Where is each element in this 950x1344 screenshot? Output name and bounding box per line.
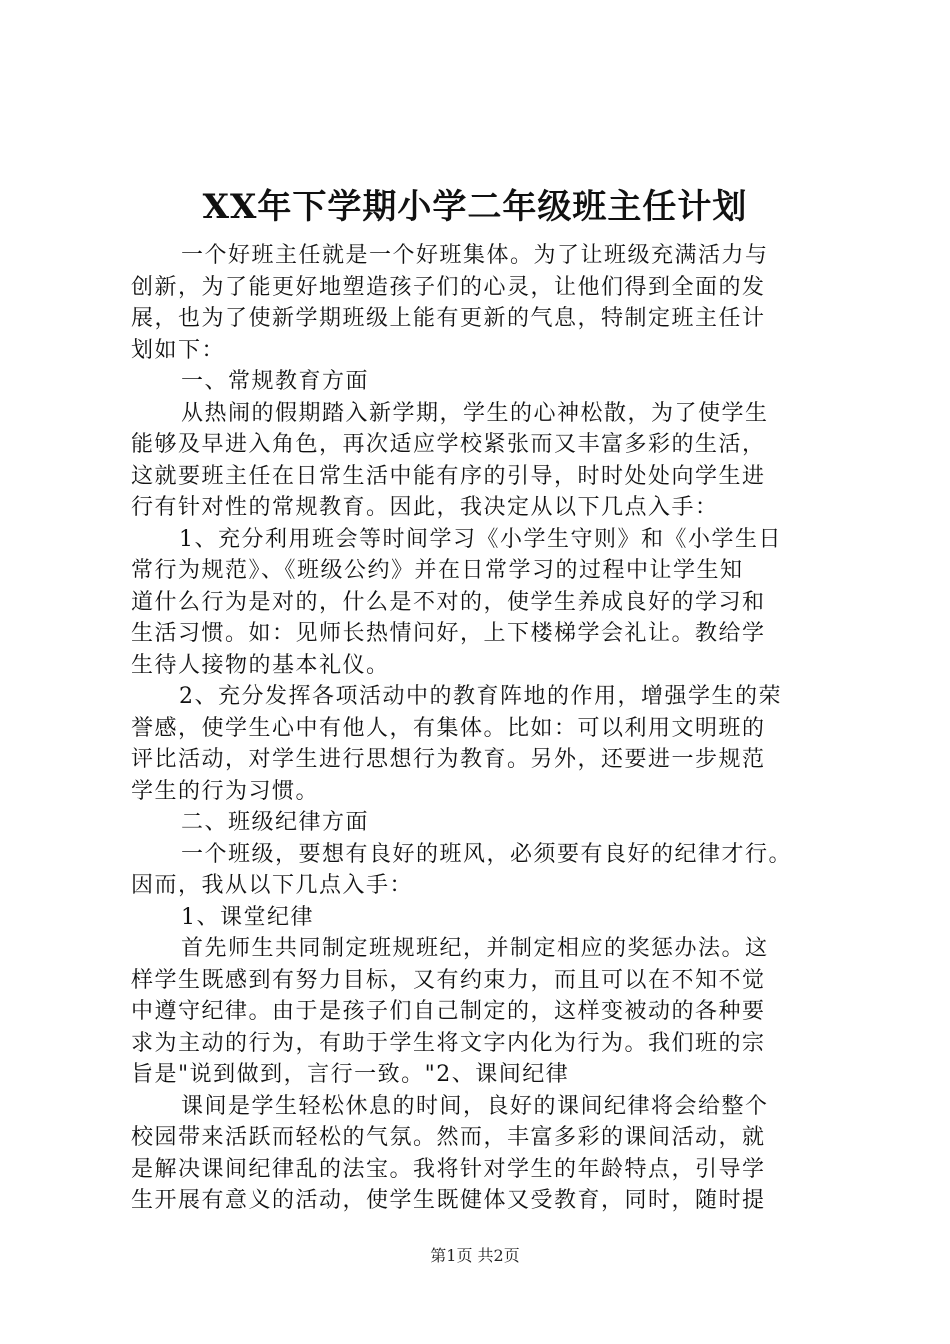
text-line: 常行为规范》、《班级公约》并在日常学习的过程中让学生知 bbox=[131, 558, 744, 583]
section-heading: 二、班级纪律方面 bbox=[181, 810, 370, 835]
text-line: 因而，我从以下几点入手： bbox=[131, 873, 414, 898]
text-line: 首先师生共同制定班规班纪，并制定相应的奖惩办法。这 bbox=[181, 936, 769, 961]
text-line: 能够及早进入角色，再次适应学校紧张而又丰富多彩的生活， bbox=[131, 432, 766, 457]
document-body bbox=[131, 240, 839, 1217]
text-line: 学生的行为习惯。 bbox=[131, 778, 320, 804]
text-line: 评比活动，对学生进行思想行为教育。另外，还要进一步规范 bbox=[131, 747, 766, 772]
text-line: 1、充分利用班会等时间学习《小学生守则》和《小学生日 bbox=[179, 526, 782, 552]
text-line: 中遵守纪律。由于是孩子们自己制定的，这样变被动的各种要 bbox=[131, 999, 766, 1024]
document-title: XX年下学期小学二年级班主任计划 bbox=[202, 187, 748, 227]
text-line: 划如下： bbox=[131, 337, 226, 363]
section-heading: 一、常规教育方面 bbox=[181, 369, 370, 394]
text-line: 一个班级，要想有良好的班风，必须要有良好的纪律才行。 bbox=[181, 841, 793, 867]
text-line: 2、充分发挥各项活动中的教育阵地的作用，增强学生的荣 bbox=[179, 684, 782, 709]
text-line: 道什么行为是对的，什么是不对的，使学生养成良好的学习和 bbox=[131, 589, 766, 615]
text-line: 是解决课间纪律乱的法宝。我将针对学生的年龄特点，引导学 bbox=[131, 1156, 766, 1182]
text-line: 这就要班主任在日常生活中能有序的引导，时时处处向学生进 bbox=[131, 463, 766, 489]
text-line: 创新，为了能更好地塑造孩子们的心灵，让他们得到全面的发 bbox=[131, 274, 766, 300]
text-line: 生活习惯。如：见师长热情问好，上下楼梯学会礼让。教给学 bbox=[131, 621, 766, 646]
text-line: 行有针对性的常规教育。因此，我决定从以下几点入手： bbox=[131, 495, 719, 520]
text-line: 展，也为了使新学期班级上能有更新的气息，特制定班主任计 bbox=[131, 306, 766, 331]
text-line: 旨是"说到做到，言行一致。"2、课间纪律 bbox=[131, 1062, 570, 1087]
subsection-heading: 1、课堂纪律 bbox=[181, 904, 314, 930]
text-line: 求为主动的行为，有助于学生将文字内化为行为。我们班的宗 bbox=[131, 1030, 766, 1056]
text-line: 校园带来活跃而轻松的气氛。然而，丰富多彩的课间活动，就 bbox=[131, 1125, 766, 1150]
text-line: 课间是学生轻松休息的时间，良好的课间纪律将会给整个 bbox=[181, 1093, 769, 1119]
text-line: 从热闹的假期踏入新学期，学生的心神松散，为了使学生 bbox=[181, 400, 769, 426]
text-line: 一个好班主任就是一个好班集体。为了让班级充满活力与 bbox=[181, 243, 769, 268]
text-line: 生开展有意义的活动，使学生既健体又受教育，同时，随时提 bbox=[131, 1188, 766, 1213]
text-line: 誉感，使学生心中有他人，有集体。比如：可以利用文明班的 bbox=[131, 715, 766, 741]
text-line: 样学生既感到有努力目标，又有约束力，而且可以在不知不觉 bbox=[131, 967, 766, 993]
text-line: 生待人接物的基本礼仪。 bbox=[131, 652, 390, 678]
page-footer: 第1页 共2页 bbox=[430, 1246, 520, 1265]
